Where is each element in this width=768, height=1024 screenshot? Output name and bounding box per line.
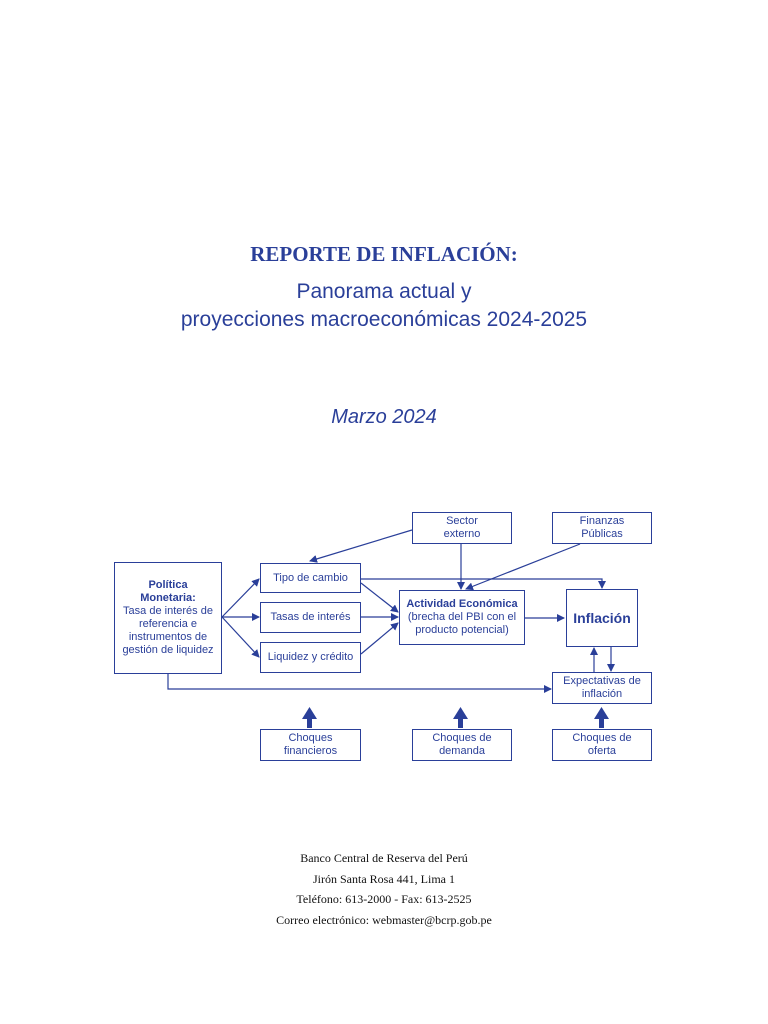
choques-oferta-line-1: Choques de [572, 732, 632, 744]
tipo-cambio-label: Tipo de cambio [273, 571, 348, 584]
choques-oferta-line-2: oferta [587, 745, 617, 757]
footer-address: Jirón Santa Rosa 441, Lima 1 [313, 871, 455, 886]
finanzas-publicas-box [552, 512, 652, 544]
expectativas-line-2: inflación [581, 688, 623, 700]
report-title: REPORTE DE INFLACIÓN: [250, 242, 518, 266]
politica-title-line-2: Monetaria: [140, 592, 196, 604]
choques-demanda-line-2: demanda [439, 745, 485, 757]
report-date: Marzo 2024 [331, 406, 437, 428]
actividad-title: Actividad Económica [406, 598, 518, 610]
sector-externo-box [412, 512, 512, 544]
liquidez-credito-label: Liquidez y crédito [267, 651, 354, 663]
tasas-interes-label: Tasas de interés [270, 611, 351, 623]
sector-externo-line-2: externo [443, 528, 481, 540]
choques-financieros-line-1: Choques [288, 732, 333, 744]
subtitle-line-1: Panorama actual y [296, 280, 472, 303]
choques-demanda-line-1: Choques de [432, 732, 492, 744]
expectativas-box [552, 672, 652, 704]
footer-phone: Teléfono: 613-2000 - Fax: 613-2525 [296, 892, 472, 906]
politica-body-line-4: gestión de liquidez [122, 644, 214, 656]
finanzas-publicas-line-2: Públicas [581, 528, 623, 540]
footer-contact [0, 848, 768, 930]
finanzas-publicas-line-1: Finanzas [579, 515, 625, 527]
subtitle-line-2: proyecciones macroeconómicas 2024-2025 [180, 308, 588, 331]
choques-demanda-box [412, 729, 512, 761]
sector-externo-line-1: Sector [446, 515, 478, 527]
tasas-interes-box [260, 602, 361, 633]
actividad-body-line-2: producto potencial) [415, 624, 509, 636]
politica-body-line-3: instrumentos de [128, 631, 208, 643]
actividad-economica-box [399, 590, 525, 645]
choques-financieros-line-2: financieros [283, 745, 338, 757]
tipo-cambio-box [260, 563, 361, 593]
inflacion-label: Inflación [573, 609, 631, 626]
inflacion-box [566, 589, 638, 647]
politica-monetaria-box [114, 562, 222, 674]
politica-title-line-1: Política [148, 579, 188, 591]
liquidez-credito-box [260, 642, 361, 673]
actividad-body-line-1: (brecha del PBI con el [407, 611, 517, 623]
footer-bank-name: Banco Central de Reserva del Perú [300, 851, 468, 865]
expectativas-line-1: Expectativas de [563, 675, 641, 687]
politica-body-line-2: referencia e [138, 618, 198, 630]
politica-body-line-1: Tasa de interés de [123, 605, 213, 617]
footer-email[interactable]: Correo electrónico: webmaster@bcrp.gob.pe [276, 912, 492, 927]
choques-oferta-box [552, 729, 652, 761]
choques-financieros-box [260, 729, 361, 761]
